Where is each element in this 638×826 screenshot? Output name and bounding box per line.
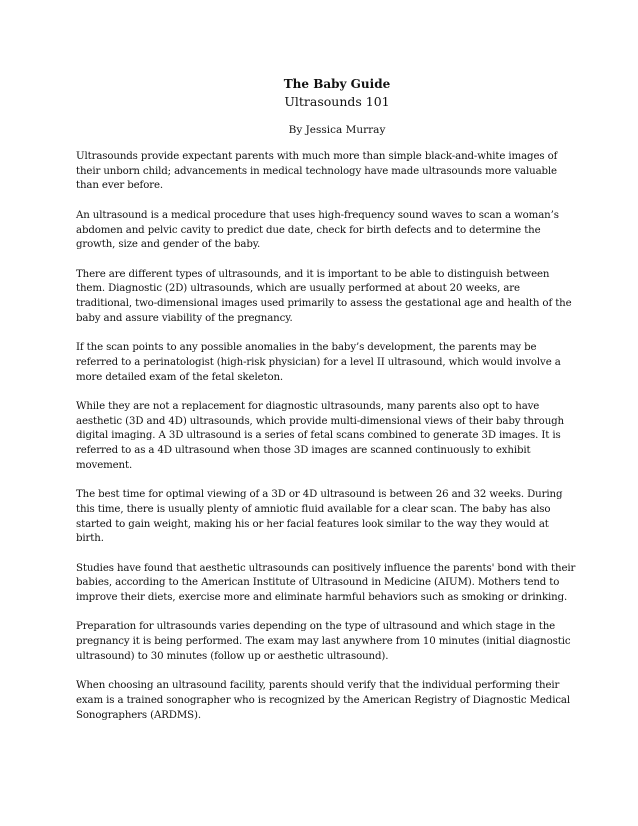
paragraph-definition: An ultrasound is a medical procedure that uses high-frequency sound waves to scan a woman’s abdomen and pelvic cavity to predict due date, check for birth defects and to determine the growth, size and gender of the baby. (76, 209, 559, 251)
document-subtitle: Ultrasounds 101 (284, 94, 390, 109)
document-title: The Baby Guide (283, 77, 391, 91)
document-header (96, 76, 578, 138)
paragraph-anomalies: If the scan points to any possible anomalies in the baby’s development, the parents may be referred to a perinatologist (high-risk physician) for a level II ultrasound, which would involve a more detailed exam of the fetal skeleton. (76, 342, 561, 383)
paragraph-facility: When choosing an ultrasound facility, parents should verify that the individual performing their exam is a trained sonographer who is recognized by the American Registry of Diagnostic Medical Sonographers (ARDMS). (76, 680, 571, 721)
document-body (76, 150, 578, 723)
paragraph-intro: Ultrasounds provide expectant parents with much more than simple black-and-white images of their unborn child; advancements in medical technology have made ultrasounds more valuable than ever before. (76, 151, 558, 192)
paragraph-aesthetic: While they are not a replacement for diagnostic ultrasounds, many parents also opt to have aesthetic (3D and 4D) ultrasounds, which provide multi-dimensional views of their baby through digital imaging. A 3D ultrasound is a series of fetal scans combined to generate 3D images. It is referred to as a 4D ultrasound when those 3D images are scanned continuously to exhibit movement. (76, 400, 564, 471)
paragraph-preparation: Preparation for ultrasounds varies depending on the type of ultrasound and which stage in the pregnancy it is being performed. The exam may last anywhere from 10 minutes (initial diagnostic ultrasound) to 30 minutes (follow up or aesthetic ultrasound). (76, 621, 571, 662)
paragraph-types: There are different types of ultrasounds, and it is important to be able to distinguish between them. Diagnostic (2D) ultrasounds, which are usually performed at about 20 weeks, are traditional, two-dimensional images used primarily to assess the gestational age and health of the baby and assure viability of the pregnancy. (76, 268, 572, 324)
paragraph-best-time: The best time for optimal viewing of a 3D or 4D ultrasound is between 26 and 32 weeks. During this time, there is usually plenty of amniotic fluid available for a clear scan. The baby has also started to gain weight, making his or her facial features look similar to the way they would at birth. (76, 489, 563, 545)
paragraph-studies: Studies have found that aesthetic ultrasounds can positively influence the parents' bond with their babies, according to the American Institute of Ultrasound in Medicine (AIUM). Mothers tend to improve their diets, exercise more and eliminate harmful behaviors such as smoking or drinking. (76, 562, 576, 603)
author-byline: By Jessica Murray (288, 124, 386, 136)
